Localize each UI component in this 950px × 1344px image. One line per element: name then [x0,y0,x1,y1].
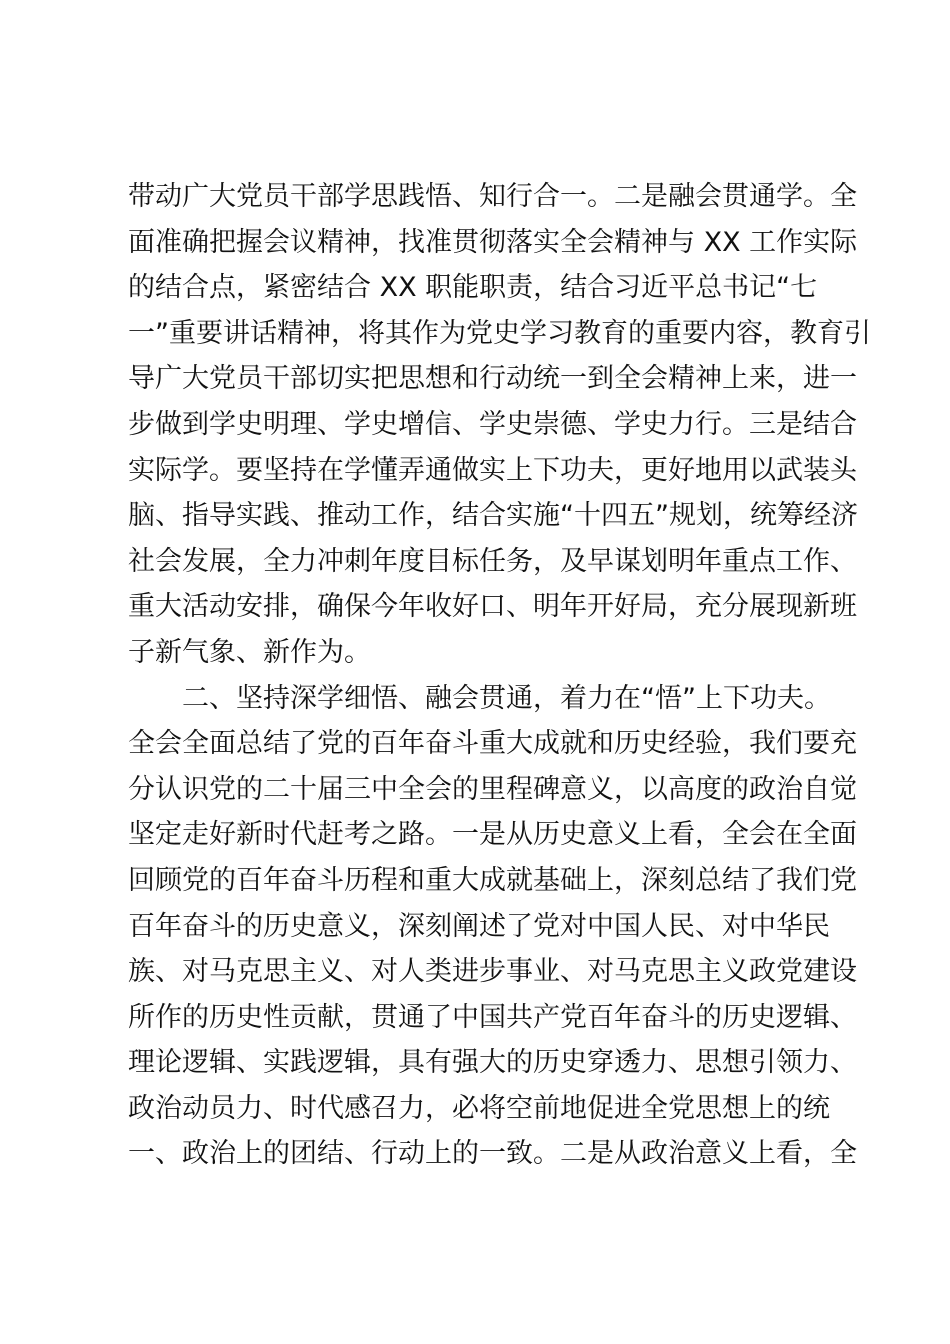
text-line: 步做到学史明理、学史增信、学史崇德、学史力行。三是结合 [128,408,857,440]
text-line: 政治动员力、时代感召力，必将空前地促进全党思想上的统 [128,1092,830,1124]
text-line: 面准确把握会议精神，找准贯彻落实全会精神与 XX 工作实际 [128,226,858,258]
section-heading-line: 二、坚持深学细悟、融会贯通，着力在“悟”上下功夫。 [128,682,831,714]
text-line: 一、政治上的团结、行动上的一致。二是从政治意义上看，全 [128,1138,857,1170]
text-line: 重大活动安排，确保今年收好口、明年开好局，充分展现新班 [128,591,857,623]
text-line: 族、对马克思主义、对人类进步事业、对马克思主义政党建设 [128,956,857,988]
text-line: 带动广大党员干部学思践悟、知行合一。二是融会贯通学。全 [128,181,857,212]
text-line: 导广大党员干部切实把思想和行动统一到全会精神上来，进一 [128,363,857,395]
body-text [128,174,871,1177]
text-line: 分认识党的二十届三中全会的里程碑意义，以高度的政治自觉 [128,773,857,805]
text-line: 回顾党的百年奋斗历程和重大成就基础上，深刻总结了我们党 [128,864,857,896]
text-line: 的结合点，紧密结合 XX 职能职责，结合习近平总书记“七 [128,272,818,304]
text-line: 百年奋斗的历史意义，深刻阐述了党对中国人民、对中华民 [128,910,830,942]
text-line: 社会发展，全力冲刺年度目标任务，及早谋划明年重点工作、 [128,545,857,577]
text-line: 脑、指导实践、推动工作，结合实施“十四五”规划，统筹经济 [128,500,858,532]
text-line: 坚定走好新时代赶考之路。一是从历史意义上看，全会在全面 [128,819,857,851]
text-line: 一”重要讲话精神，将其作为党史学习教育的重要内容，教育引 [128,317,871,349]
text-line: 实际学。要坚持在学懂弄通做实上下功夫，更好地用以武装头 [128,454,857,486]
text-line: 全会全面总结了党的百年奋斗重大成就和历史经验，我们要充 [128,728,857,760]
text-line: 理论逻辑、实践逻辑，具有强大的历史穿透力、思想引领力、 [128,1047,857,1079]
text-line: 子新气象、新作为。 [128,636,371,668]
text-line: 所作的历史性贡献，贯通了中国共产党百年奋斗的历史逻辑、 [128,1001,857,1033]
